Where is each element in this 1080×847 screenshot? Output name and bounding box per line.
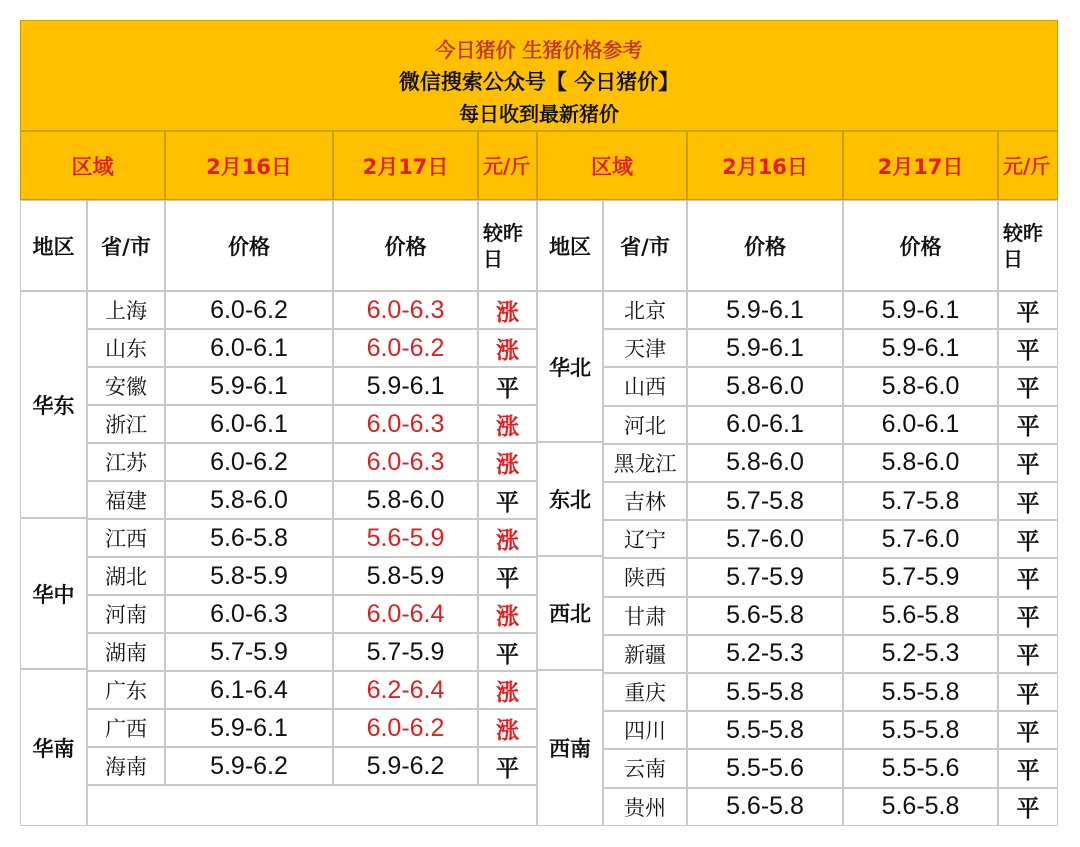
- left-price-feb16-cell: 6.1-6.4: [165, 671, 333, 709]
- right-price-feb16-cell: 5.9-6.1: [687, 329, 843, 367]
- right-province-cell: 北京: [603, 291, 687, 329]
- left-change-cell: 平: [478, 633, 537, 671]
- left-price-feb17-cell: 6.0-6.2: [333, 329, 478, 367]
- region-cell-east: 华东: [20, 291, 87, 518]
- left-price-feb17-cell: 5.9-6.2: [333, 747, 478, 785]
- left-change-cell: 平: [478, 481, 537, 519]
- left-province-cell: 江西: [87, 519, 165, 557]
- right-change-cell: 平: [998, 482, 1058, 520]
- left-price-feb17-cell: 6.0-6.4: [333, 595, 478, 633]
- right-change-cell: 平: [998, 749, 1058, 787]
- pig-price-table: [20, 20, 1058, 826]
- right-price-feb16-cell: 5.8-6.0: [687, 367, 843, 405]
- right-price-feb16-cell: 5.6-5.8: [687, 597, 843, 635]
- right-price-feb17-cell: 5.8-6.0: [843, 367, 998, 405]
- left-province-cell: 福建: [87, 481, 165, 519]
- right-change-cell: 平: [998, 635, 1058, 673]
- right-price-feb16-cell: 5.7-5.8: [687, 482, 843, 520]
- left-province-cell: 山东: [87, 329, 165, 367]
- right-price-feb17-cell: 5.9-6.1: [843, 329, 998, 367]
- right-price-feb16-cell: 5.6-5.8: [687, 788, 843, 826]
- right-change-cell: 平: [998, 673, 1058, 711]
- left-province-cell: 广东: [87, 671, 165, 709]
- right-price-feb17-cell: 5.5-5.8: [843, 711, 998, 749]
- right-province-cell: 四川: [603, 711, 687, 749]
- left-price-feb17-cell: 5.7-5.9: [333, 633, 478, 671]
- subheader-area-left: 地区: [20, 200, 87, 291]
- header-unit-left: 元/斤: [478, 131, 537, 200]
- region-cell-northeast: 东北: [537, 442, 603, 556]
- left-province-cell: 广西: [87, 709, 165, 747]
- left-province-cell: 河南: [87, 595, 165, 633]
- left-price-feb16-cell: 5.9-6.2: [165, 747, 333, 785]
- subheader-price17-right: 价格: [843, 200, 998, 291]
- left-province-cell: 湖北: [87, 557, 165, 595]
- left-price-feb16-cell: 5.7-5.9: [165, 633, 333, 671]
- right-change-cell: 平: [998, 329, 1058, 367]
- right-price-feb17-cell: 5.5-5.6: [843, 749, 998, 787]
- left-change-cell: 涨: [478, 519, 537, 557]
- left-price-feb16-cell: 6.0-6.2: [165, 291, 333, 329]
- left-price-feb17-cell: 6.0-6.3: [333, 291, 478, 329]
- left-price-feb16-cell: 6.0-6.1: [165, 405, 333, 443]
- header-region-left: 区域: [20, 131, 165, 200]
- left-province-cell: 江苏: [87, 443, 165, 481]
- right-change-cell: 平: [998, 367, 1058, 405]
- banner-title: 今日猪价 生猪价格参考: [435, 38, 643, 62]
- left-province-cell: 海南: [87, 747, 165, 785]
- right-province-cell: 黑龙江: [603, 444, 687, 482]
- region-cell-north: 华北: [537, 291, 603, 442]
- region-cell-central: 华中: [20, 518, 87, 669]
- left-price-feb16-cell: 6.0-6.1: [165, 329, 333, 367]
- left-change-cell: 平: [478, 557, 537, 595]
- right-province-cell: 甘肃: [603, 597, 687, 635]
- right-price-feb17-cell: 5.6-5.8: [843, 788, 998, 826]
- empty-filler-cell: [87, 785, 537, 826]
- left-price-feb17-cell: 6.2-6.4: [333, 671, 478, 709]
- right-price-feb16-cell: 5.5-5.6: [687, 749, 843, 787]
- right-price-feb17-cell: 5.7-5.8: [843, 482, 998, 520]
- left-change-cell: 平: [478, 367, 537, 405]
- left-price-feb17-cell: 5.6-5.9: [333, 519, 478, 557]
- banner-subtitle: 微信搜索公众号【 今日猪价】: [398, 70, 680, 94]
- title-banner: [20, 20, 1058, 131]
- left-price-feb16-cell: 5.8-5.9: [165, 557, 333, 595]
- right-price-feb16-cell: 5.2-5.3: [687, 635, 843, 673]
- right-price-feb17-cell: 5.2-5.3: [843, 635, 998, 673]
- header-region-right: 区域: [537, 131, 687, 200]
- subheader-price16-left: 价格: [165, 200, 333, 291]
- region-cell-southwest: 西南: [537, 670, 603, 826]
- subheader-compare-left: 较昨日: [478, 200, 537, 291]
- right-price-feb16-cell: 5.5-5.8: [687, 673, 843, 711]
- right-price-feb17-cell: 5.7-5.9: [843, 558, 998, 596]
- left-province-cell: 上海: [87, 291, 165, 329]
- right-change-cell: 平: [998, 788, 1058, 826]
- right-price-feb17-cell: 6.0-6.1: [843, 406, 998, 444]
- right-change-cell: 平: [998, 444, 1058, 482]
- right-price-feb16-cell: 6.0-6.1: [687, 406, 843, 444]
- right-province-cell: 河北: [603, 406, 687, 444]
- right-price-feb17-cell: 5.9-6.1: [843, 291, 998, 329]
- left-change-cell: 涨: [478, 671, 537, 709]
- right-price-feb17-cell: 5.7-6.0: [843, 520, 998, 558]
- left-change-cell: 涨: [478, 329, 537, 367]
- right-province-cell: 重庆: [603, 673, 687, 711]
- subheader-province-right: 省/市: [603, 200, 687, 291]
- right-change-cell: 平: [998, 711, 1058, 749]
- left-change-cell: 涨: [478, 443, 537, 481]
- subheader-price17-left: 价格: [333, 200, 478, 291]
- left-price-feb16-cell: 5.6-5.8: [165, 519, 333, 557]
- right-change-cell: 平: [998, 558, 1058, 596]
- left-province-cell: 湖南: [87, 633, 165, 671]
- right-province-cell: 辽宁: [603, 520, 687, 558]
- right-change-cell: 平: [998, 597, 1058, 635]
- right-price-feb16-cell: 5.7-5.9: [687, 558, 843, 596]
- left-price-feb16-cell: 5.9-6.1: [165, 709, 333, 747]
- subheader-province-left: 省/市: [87, 200, 165, 291]
- left-change-cell: 平: [478, 747, 537, 785]
- right-province-cell: 陕西: [603, 558, 687, 596]
- subheader-compare-right: 较昨日: [998, 200, 1058, 291]
- right-price-feb16-cell: 5.5-5.8: [687, 711, 843, 749]
- left-province-cell: 安徽: [87, 367, 165, 405]
- left-price-feb16-cell: 5.9-6.1: [165, 367, 333, 405]
- right-province-cell: 天津: [603, 329, 687, 367]
- left-price-feb17-cell: 5.8-6.0: [333, 481, 478, 519]
- left-change-cell: 涨: [478, 595, 537, 633]
- left-price-feb16-cell: 5.8-6.0: [165, 481, 333, 519]
- header-date16-right: 2月16日: [687, 131, 843, 200]
- region-cell-south: 华南: [20, 669, 87, 826]
- banner-tagline: 每日收到最新猪价: [459, 102, 619, 126]
- left-change-cell: 涨: [478, 291, 537, 329]
- left-price-feb17-cell: 6.0-6.3: [333, 443, 478, 481]
- right-change-cell: 平: [998, 520, 1058, 558]
- left-price-feb16-cell: 6.0-6.2: [165, 443, 333, 481]
- right-province-cell: 山西: [603, 367, 687, 405]
- right-change-cell: 平: [998, 291, 1058, 329]
- left-price-feb17-cell: 6.0-6.2: [333, 709, 478, 747]
- right-province-cell: 贵州: [603, 788, 687, 826]
- right-province-cell: 吉林: [603, 482, 687, 520]
- right-price-feb17-cell: 5.5-5.8: [843, 673, 998, 711]
- left-price-feb16-cell: 6.0-6.3: [165, 595, 333, 633]
- subheader-price16-right: 价格: [687, 200, 843, 291]
- left-price-feb17-cell: 5.8-5.9: [333, 557, 478, 595]
- left-change-cell: 涨: [478, 709, 537, 747]
- header-unit-right: 元/斤: [998, 131, 1058, 200]
- right-price-feb17-cell: 5.6-5.8: [843, 597, 998, 635]
- header-date17-left: 2月17日: [333, 131, 478, 200]
- right-province-cell: 云南: [603, 749, 687, 787]
- right-change-cell: 平: [998, 406, 1058, 444]
- right-price-feb16-cell: 5.7-6.0: [687, 520, 843, 558]
- right-price-feb16-cell: 5.8-6.0: [687, 444, 843, 482]
- subheader-area-right: 地区: [537, 200, 603, 291]
- right-price-feb17-cell: 5.8-6.0: [843, 444, 998, 482]
- header-date17-right: 2月17日: [843, 131, 998, 200]
- header-date16-left: 2月16日: [165, 131, 333, 200]
- right-province-cell: 新疆: [603, 635, 687, 673]
- region-cell-northwest: 西北: [537, 556, 603, 670]
- right-price-feb16-cell: 5.9-6.1: [687, 291, 843, 329]
- left-price-feb17-cell: 6.0-6.3: [333, 405, 478, 443]
- left-price-feb17-cell: 5.9-6.1: [333, 367, 478, 405]
- left-province-cell: 浙江: [87, 405, 165, 443]
- left-change-cell: 涨: [478, 405, 537, 443]
